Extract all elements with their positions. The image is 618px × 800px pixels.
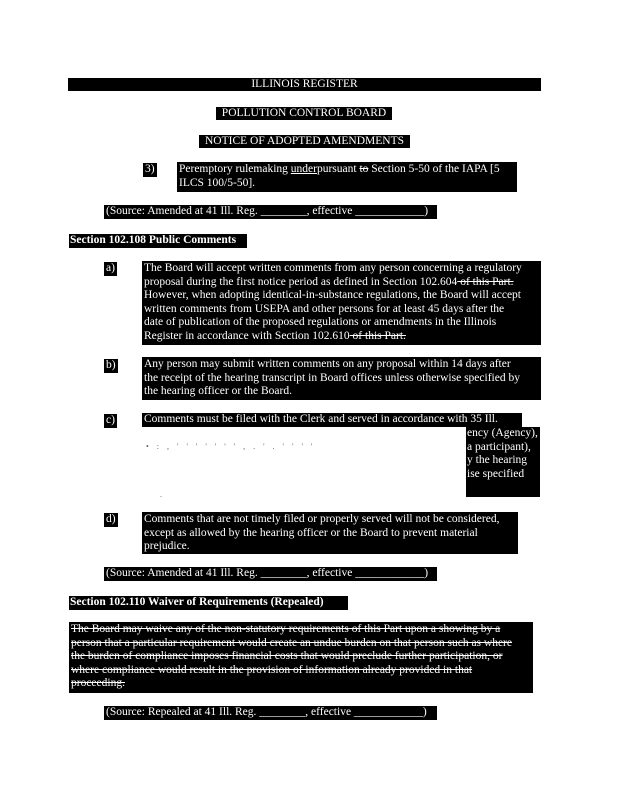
c-frag-1: ency (Agency), [467, 427, 538, 439]
waiver-line-3: the burden of compliance imposes financial costs that would preclude further participation, or [71, 650, 503, 663]
a-line-2 [144, 276, 539, 290]
b-line-2: the receipt of the hearing transcript in Board offices unless otherwise specified by [144, 371, 520, 384]
b-line-3: the hearing officer or the Board. [144, 385, 292, 398]
d-line-2: except as allowed by the hearing officer or the Board to prevent material [144, 526, 478, 539]
c-frag-2: a participant), [467, 440, 531, 453]
a-line-5: date of publication of the proposed regulations or amendments in the Illinois [144, 316, 497, 329]
waiver-line-5: proceeding. [71, 677, 125, 690]
item-3-text [177, 162, 517, 192]
source-note-2: (Source: Amended at 41 Ill. Reg. ________, effective ____________) [104, 567, 437, 581]
redaction-residue: • : , ' ' ' ' ' ' ' , . ' . ' ' ' ' [146, 442, 316, 451]
a-line-3: However, when adopting identical-in-substance regulations, the Board will accept [144, 289, 522, 302]
register-header [68, 78, 541, 91]
item-3-underline: under [290, 163, 317, 175]
subsection-a-text [142, 261, 541, 345]
a-line-6-strike: of this Part. [349, 329, 406, 342]
item-3-pre: Peremptory rulemaking [179, 163, 291, 175]
waiver-line-4: where compliance would result in the provision of information already provided in that [71, 663, 473, 676]
subsection-b-label: b) [106, 359, 116, 371]
register-title: ILLINOIS REGISTER [251, 78, 358, 90]
subsection-d-text [142, 512, 518, 554]
item-3-mid: pursuant [316, 163, 360, 175]
a-line-2-strike: of this Part. [457, 275, 514, 288]
a-line-1: The Board will accept written comments from any person concerning a regulatory [144, 262, 522, 274]
notice-header: NOTICE OF ADOPTED AMENDMENTS [199, 135, 410, 148]
item-3-line-1 [179, 163, 515, 177]
d-line-3: prejudice. [144, 540, 190, 553]
waiver-line-1: The Board may waive any of the non-statutory requirements of this Part upon a showing by a [71, 623, 501, 635]
c-frag-3: y the hearing [467, 454, 528, 467]
c-frag-4: ise specified [467, 467, 525, 480]
subsection-a-label: a) [106, 262, 115, 274]
source-note-1: (Source: Amended at 41 Ill. Reg. ________, effective ____________) [104, 205, 437, 219]
item-3-label: 3) [145, 163, 155, 175]
item-3-line-2: ILCS 100/5-50]. [179, 176, 256, 189]
item-3-post: Section 5-50 of the IAPA [5 [368, 163, 500, 175]
item-3-strike: to [359, 163, 369, 175]
d-line-1: Comments that are not timely filed or properly served will not be considered, [144, 513, 500, 525]
a-line-4: written comments from USEPA and other persons for at least 45 days after the [144, 302, 505, 315]
source-note-3: (Source: Repealed at 41 Ill. Reg. ________, effective ____________) [104, 706, 437, 720]
subsection-c-fragment [466, 427, 540, 497]
board-header: POLLUTION CONTROL BOARD [216, 107, 392, 120]
redaction-residue-2: . [160, 490, 165, 499]
subsection-d-label: d) [106, 513, 116, 525]
section-102-108-title: Section 102.108 Public Comments [69, 234, 247, 248]
subsection-c-line-1: Comments must be filed with the Clerk and served in accordance with 35 Ill. [142, 413, 522, 427]
subsection-c-label: c) [106, 414, 115, 426]
section-102-110-text [69, 622, 533, 693]
subsection-b-text [142, 357, 541, 400]
b-line-1: Any person may submit written comments on any proposal within 14 days after [144, 358, 511, 370]
waiver-line-2: person that a particular requirement would create an undue burden on that person such as where [71, 636, 512, 649]
a-line-6-text: Register in accordance with Section 102.610 [144, 329, 350, 342]
section-102-110-title: Section 102.110 Waiver of Requirements (Repealed) [69, 596, 348, 610]
a-line-2-text: proposal during the first notice period as defined in Section 102.604 [144, 275, 458, 288]
a-line-6 [144, 330, 539, 344]
